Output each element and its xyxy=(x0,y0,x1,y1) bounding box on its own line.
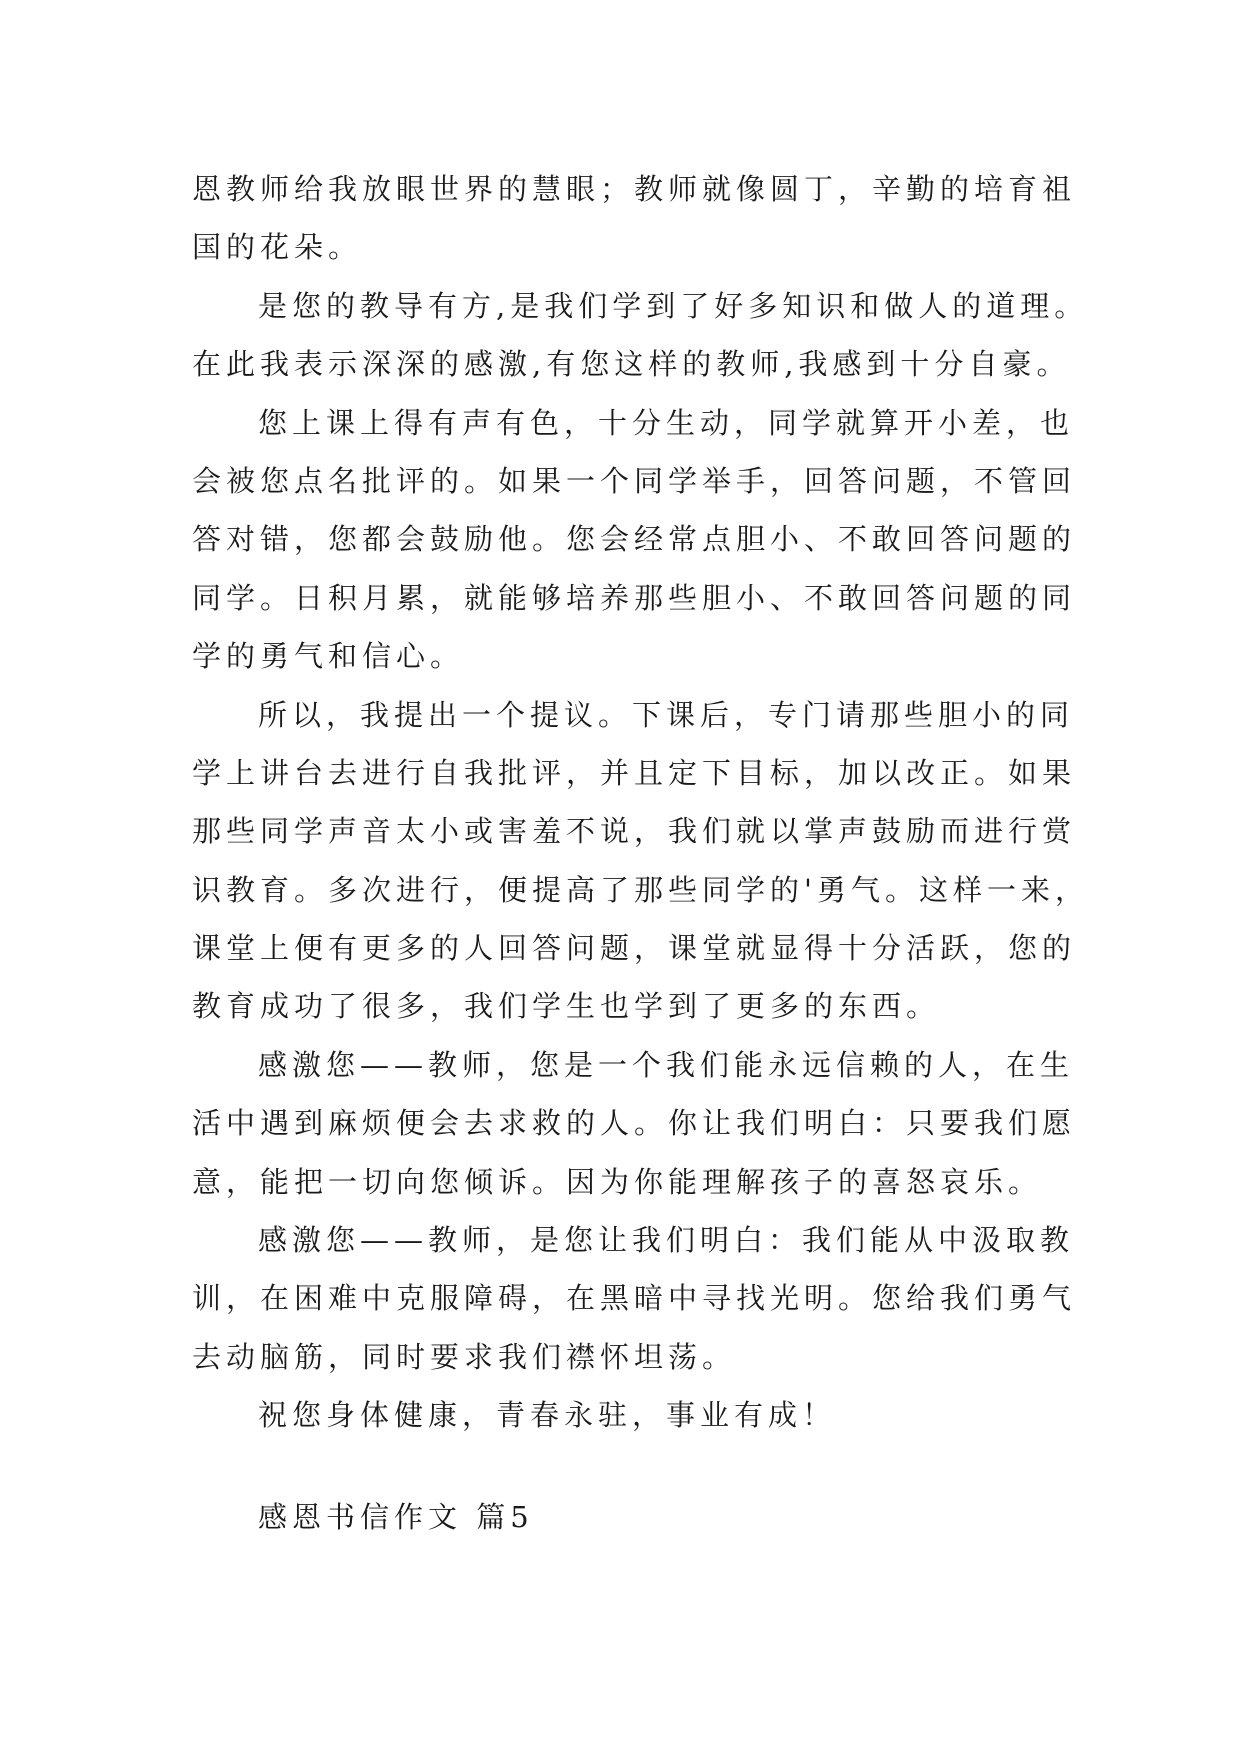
paragraph-start-line: 感激您——教师，是您让我们明白：我们能从中汲取教 xyxy=(258,1223,1075,1258)
text-line: 国的花朵。 xyxy=(192,230,363,265)
text-line: 教育成功了很多，我们学生也学到了更多的东西。 xyxy=(192,989,941,1024)
text-line: 那些同学声音太小或害羞不说，我们就以掌声鼓励而进行赏 xyxy=(192,814,1077,849)
text-line: 意，能把一切向您倾诉。因为你能理解孩子的喜怒哀乐。 xyxy=(192,1164,1043,1199)
closing-wish-line: 祝您身体健康，青春永驻，事业有成！ xyxy=(258,1398,837,1433)
text-line: 训，在困难中克服障碍，在黑暗中寻找光明。您给我们勇气 xyxy=(192,1281,1077,1316)
text-line: 课堂上便有更多的人回答问题，课堂就显得十分活跃，您的 xyxy=(192,931,1077,966)
section-heading: 感恩书信作文 篇5 xyxy=(258,1500,534,1534)
text-line: 答对错，您都会鼓励他。您会经常点胆小、不敢回答问题的 xyxy=(192,522,1077,557)
text-line: 学上讲台去进行自我批评，并且定下目标，加以改正。如果 xyxy=(192,755,1077,790)
paragraph-start-line: 是您的教导有方,是我们学到了好多知识和做人的道理。 xyxy=(258,288,1089,323)
text-line: 去动脑筋，同时要求我们襟怀坦荡。 xyxy=(192,1339,737,1374)
text-line: 同学。日积月累，就能够培养那些胆小、不敢回答问题的同 xyxy=(192,580,1077,615)
paragraph-start-line: 您上课上得有声有色，十分生动，同学就算开小差，也 xyxy=(258,405,1075,440)
text-line: 学的勇气和信心。 xyxy=(192,639,465,674)
paragraph-start-line: 所以，我提出一个提议。下课后，专门请那些胆小的同 xyxy=(258,697,1075,732)
text-line: 识教育。多次进行，便提高了那些同学的'勇气。这样一来， xyxy=(192,872,1089,907)
body-text xyxy=(192,160,1092,1445)
text-line: 会被您点名批评的。如果一个同学举手，回答问题，不管回 xyxy=(192,463,1077,498)
paragraph-start-line: 感激您——教师，您是一个我们能永远信赖的人，在生 xyxy=(258,1047,1075,1082)
text-line: 在此我表示深深的感激,有您这样的教师,我感到十分自豪。 xyxy=(192,347,1071,382)
text-line: 活中遇到麻烦便会去求救的人。你让我们明白：只要我们愿 xyxy=(192,1106,1077,1141)
text-line: 恩教师给我放眼世界的慧眼；教师就像圆丁，辛勤的培育祖 xyxy=(192,172,1077,206)
